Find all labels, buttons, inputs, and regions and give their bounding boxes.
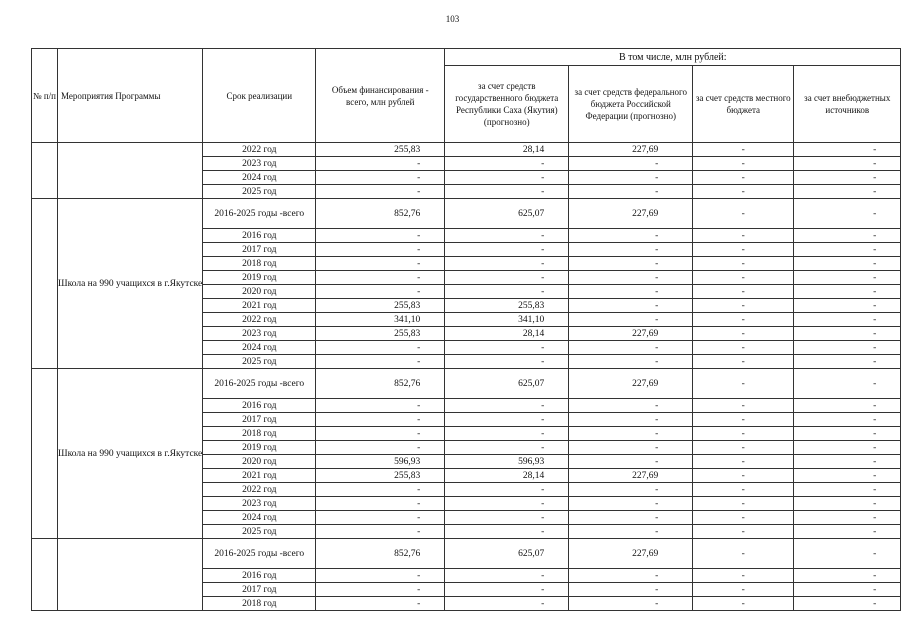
local-cell: - <box>693 299 794 313</box>
local-cell: - <box>693 341 794 355</box>
federal-cell: - <box>569 229 693 243</box>
federal-cell: 227,69 <box>569 469 693 483</box>
offbudget-cell: - <box>794 229 901 243</box>
header-num: № п/п <box>32 49 58 143</box>
federal-cell: - <box>569 511 693 525</box>
row-number-cell <box>32 143 58 199</box>
term-cell: 2017 год <box>203 413 316 427</box>
local-cell: - <box>693 355 794 369</box>
republic-cell: - <box>445 525 569 539</box>
total-cell: 255,83 <box>316 143 445 157</box>
offbudget-cell: - <box>794 455 901 469</box>
offbudget-cell: - <box>794 271 901 285</box>
term-cell: 2024 год <box>203 511 316 525</box>
offbudget-cell: - <box>794 413 901 427</box>
republic-cell: - <box>445 185 569 199</box>
local-cell: - <box>693 511 794 525</box>
republic-cell: 625,07 <box>445 199 569 229</box>
republic-cell: - <box>445 583 569 597</box>
federal-cell: - <box>569 171 693 185</box>
term-cell: 2023 год <box>203 497 316 511</box>
term-cell: 2025 год <box>203 525 316 539</box>
offbudget-cell: - <box>794 143 901 157</box>
header-offbudget: за счет внебюджетных источников <box>794 66 901 143</box>
republic-cell: - <box>445 355 569 369</box>
total-cell: - <box>316 511 445 525</box>
federal-cell: - <box>569 497 693 511</box>
offbudget-cell: - <box>794 427 901 441</box>
local-cell: - <box>693 243 794 257</box>
header-including: В том числе, млн рублей: <box>445 49 901 66</box>
term-cell: 2025 год <box>203 185 316 199</box>
row-number-cell <box>32 539 58 611</box>
republic-cell: - <box>445 483 569 497</box>
table-row <box>32 143 901 157</box>
federal-cell: - <box>569 299 693 313</box>
federal-cell: - <box>569 257 693 271</box>
local-cell: - <box>693 597 794 611</box>
total-cell: - <box>316 257 445 271</box>
offbudget-cell: - <box>794 171 901 185</box>
republic-cell: - <box>445 243 569 257</box>
total-cell: - <box>316 497 445 511</box>
local-cell: - <box>693 171 794 185</box>
financing-table <box>31 48 901 611</box>
local-cell: - <box>693 143 794 157</box>
total-cell: - <box>316 171 445 185</box>
offbudget-cell: - <box>794 341 901 355</box>
total-cell: - <box>316 341 445 355</box>
offbudget-cell: - <box>794 399 901 413</box>
term-cell: 2019 год <box>203 441 316 455</box>
federal-cell: - <box>569 455 693 469</box>
activity-name-cell <box>58 143 203 199</box>
offbudget-cell: - <box>794 243 901 257</box>
offbudget-cell: - <box>794 483 901 497</box>
federal-cell: 227,69 <box>569 199 693 229</box>
offbudget-cell: - <box>794 327 901 341</box>
local-cell: - <box>693 271 794 285</box>
offbudget-cell: - <box>794 441 901 455</box>
federal-cell: 227,69 <box>569 143 693 157</box>
federal-cell: - <box>569 413 693 427</box>
republic-cell: 625,07 <box>445 369 569 399</box>
total-cell: 255,83 <box>316 299 445 313</box>
term-cell: 2025 год <box>203 355 316 369</box>
activity-name-cell <box>58 539 203 611</box>
local-cell: - <box>693 427 794 441</box>
offbudget-cell: - <box>794 369 901 399</box>
federal-cell: - <box>569 355 693 369</box>
local-cell: - <box>693 469 794 483</box>
federal-cell: - <box>569 243 693 257</box>
federal-cell: - <box>569 399 693 413</box>
offbudget-cell: - <box>794 583 901 597</box>
term-cell: 2018 год <box>203 257 316 271</box>
total-cell: 255,83 <box>316 327 445 341</box>
row-number-cell <box>32 199 58 369</box>
total-cell: - <box>316 483 445 497</box>
federal-cell: - <box>569 271 693 285</box>
total-cell: - <box>316 285 445 299</box>
federal-cell: 227,69 <box>569 369 693 399</box>
term-cell: 2021 год <box>203 469 316 483</box>
offbudget-cell: - <box>794 597 901 611</box>
offbudget-cell: - <box>794 525 901 539</box>
total-row <box>32 539 901 569</box>
term-cell: 2020 год <box>203 285 316 299</box>
republic-cell: - <box>445 229 569 243</box>
offbudget-cell: - <box>794 199 901 229</box>
local-cell: - <box>693 569 794 583</box>
term-cell: 2018 год <box>203 427 316 441</box>
total-row <box>32 369 901 399</box>
federal-cell: - <box>569 583 693 597</box>
local-cell: - <box>693 199 794 229</box>
term-cell: 2018 год <box>203 597 316 611</box>
offbudget-cell: - <box>794 285 901 299</box>
republic-cell: - <box>445 597 569 611</box>
local-cell: - <box>693 525 794 539</box>
republic-cell: - <box>445 157 569 171</box>
header-term: Срок реализации <box>203 49 316 143</box>
federal-cell: - <box>569 285 693 299</box>
republic-cell: - <box>445 341 569 355</box>
local-cell: - <box>693 583 794 597</box>
total-cell: 596,93 <box>316 455 445 469</box>
offbudget-cell: - <box>794 569 901 583</box>
local-cell: - <box>693 327 794 341</box>
total-cell: - <box>316 157 445 171</box>
total-cell: - <box>316 355 445 369</box>
term-cell: 2017 год <box>203 583 316 597</box>
total-cell: - <box>316 399 445 413</box>
activity-name-cell: Школа на 990 учащихся в г.Якутске <box>58 199 203 369</box>
offbudget-cell: - <box>794 497 901 511</box>
republic-cell: - <box>445 399 569 413</box>
header-activity: Мероприятия Программы <box>58 49 203 143</box>
total-row <box>32 199 901 229</box>
local-cell: - <box>693 313 794 327</box>
local-cell: - <box>693 257 794 271</box>
local-cell: - <box>693 157 794 171</box>
term-cell: 2020 год <box>203 455 316 469</box>
total-cell: - <box>316 271 445 285</box>
total-cell: - <box>316 583 445 597</box>
activity-name-cell: Школа на 990 учащихся в г.Якутске <box>58 369 203 539</box>
offbudget-cell: - <box>794 299 901 313</box>
page-number: 103 <box>445 14 460 24</box>
republic-cell: 28,14 <box>445 143 569 157</box>
term-cell: 2016 год <box>203 569 316 583</box>
total-cell: - <box>316 229 445 243</box>
federal-cell: 227,69 <box>569 327 693 341</box>
total-cell: - <box>316 413 445 427</box>
local-cell: - <box>693 399 794 413</box>
offbudget-cell: - <box>794 313 901 327</box>
total-cell: - <box>316 597 445 611</box>
term-cell: 2023 год <box>203 157 316 171</box>
offbudget-cell: - <box>794 355 901 369</box>
offbudget-cell: - <box>794 257 901 271</box>
offbudget-cell: - <box>794 157 901 171</box>
total-cell: 255,83 <box>316 469 445 483</box>
term-cell: 2022 год <box>203 143 316 157</box>
republic-cell: - <box>445 413 569 427</box>
total-cell: 852,76 <box>316 199 445 229</box>
local-cell: - <box>693 285 794 299</box>
offbudget-cell: - <box>794 539 901 569</box>
term-cell: 2016 год <box>203 229 316 243</box>
total-cell: 852,76 <box>316 369 445 399</box>
republic-cell: - <box>445 569 569 583</box>
term-cell: 2021 год <box>203 299 316 313</box>
local-cell: - <box>693 483 794 497</box>
federal-cell: - <box>569 313 693 327</box>
republic-cell: - <box>445 497 569 511</box>
republic-cell: 28,14 <box>445 327 569 341</box>
republic-cell: - <box>445 285 569 299</box>
federal-cell: - <box>569 597 693 611</box>
republic-cell: - <box>445 441 569 455</box>
term-cell: 2022 год <box>203 313 316 327</box>
term-cell: 2023 год <box>203 327 316 341</box>
header-total: Объем финансирования - всего, млн рублей <box>316 49 445 143</box>
term-cell: 2016-2025 годы -всего <box>203 539 316 569</box>
header-republic: за счет средств государственного бюджета Республики Саха (Якутия) (прогнозно) <box>445 66 569 143</box>
local-cell: - <box>693 441 794 455</box>
term-cell: 2016-2025 годы -всего <box>203 199 316 229</box>
republic-cell: - <box>445 171 569 185</box>
local-cell: - <box>693 539 794 569</box>
total-cell: - <box>316 441 445 455</box>
republic-cell: - <box>445 511 569 525</box>
term-cell: 2016 год <box>203 399 316 413</box>
term-cell: 2016-2025 годы -всего <box>203 369 316 399</box>
federal-cell: - <box>569 185 693 199</box>
federal-cell: - <box>569 427 693 441</box>
header-local: за счет средств местного бюджета <box>693 66 794 143</box>
offbudget-cell: - <box>794 185 901 199</box>
local-cell: - <box>693 413 794 427</box>
federal-cell: - <box>569 157 693 171</box>
term-cell: 2017 год <box>203 243 316 257</box>
total-cell: - <box>316 525 445 539</box>
offbudget-cell: - <box>794 469 901 483</box>
term-cell: 2024 год <box>203 171 316 185</box>
term-cell: 2024 год <box>203 341 316 355</box>
local-cell: - <box>693 369 794 399</box>
federal-cell: - <box>569 441 693 455</box>
federal-cell: - <box>569 483 693 497</box>
republic-cell: - <box>445 271 569 285</box>
local-cell: - <box>693 229 794 243</box>
republic-cell: 625,07 <box>445 539 569 569</box>
total-cell: - <box>316 569 445 583</box>
term-cell: 2019 год <box>203 271 316 285</box>
republic-cell: 28,14 <box>445 469 569 483</box>
total-cell: 852,76 <box>316 539 445 569</box>
republic-cell: - <box>445 257 569 271</box>
local-cell: - <box>693 185 794 199</box>
header-federal: за счет средств федерального бюджета Российской Федерации (прогнозно) <box>569 66 693 143</box>
offbudget-cell: - <box>794 511 901 525</box>
total-cell: 341,10 <box>316 313 445 327</box>
federal-cell: - <box>569 569 693 583</box>
row-number-cell <box>32 369 58 539</box>
total-cell: - <box>316 185 445 199</box>
republic-cell: 341,10 <box>445 313 569 327</box>
local-cell: - <box>693 497 794 511</box>
republic-cell: - <box>445 427 569 441</box>
local-cell: - <box>693 455 794 469</box>
federal-cell: - <box>569 525 693 539</box>
federal-cell: - <box>569 341 693 355</box>
total-cell: - <box>316 427 445 441</box>
republic-cell: 596,93 <box>445 455 569 469</box>
total-cell: - <box>316 243 445 257</box>
federal-cell: 227,69 <box>569 539 693 569</box>
term-cell: 2022 год <box>203 483 316 497</box>
republic-cell: 255,83 <box>445 299 569 313</box>
